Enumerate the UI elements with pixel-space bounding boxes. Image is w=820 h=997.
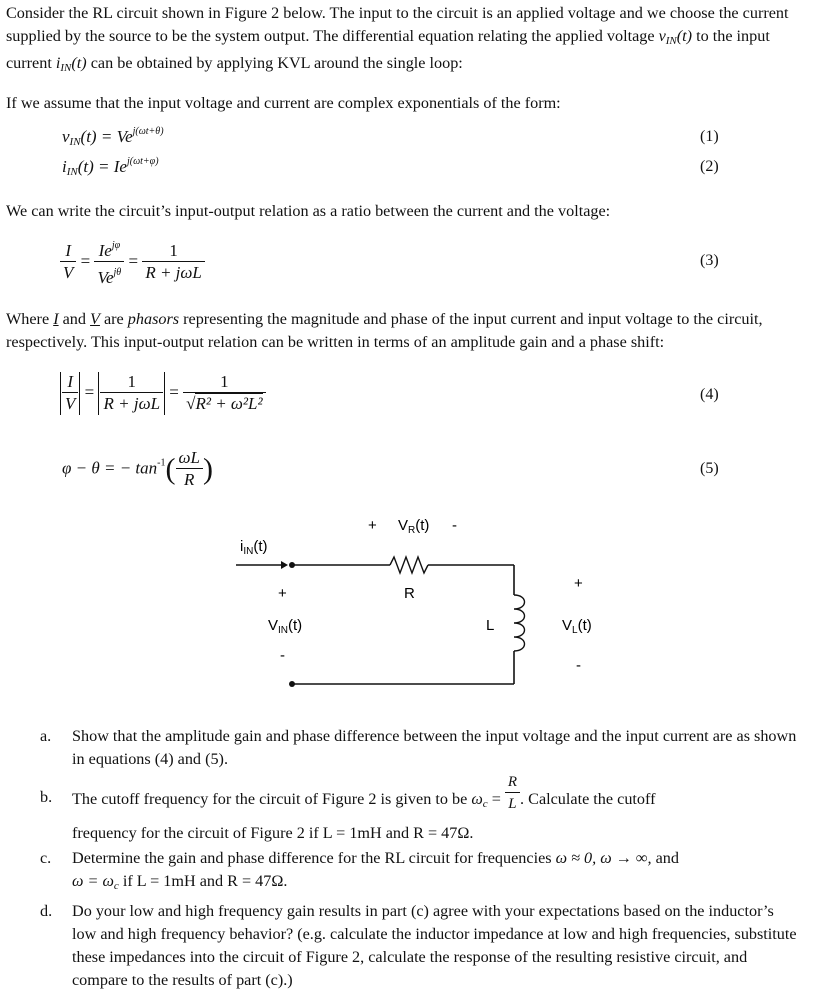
equation-1	[62, 126, 164, 148]
eq3-n3: 1	[142, 241, 205, 262]
var-vin-sub: IN	[665, 34, 677, 47]
equation-2-number: (2)	[700, 158, 719, 175]
eq5-exp: -1	[157, 457, 166, 469]
question-c-text-a: Determine the gain and phase difference for the RL circuit for frequencies	[72, 849, 552, 867]
question-b-frac-n: R	[505, 772, 520, 793]
vl-label	[562, 617, 592, 636]
p4-phasor-i: I	[53, 310, 59, 328]
question-a-text: Show that the amplitude gain and phase difference between the input voltage and the input current are as shown in equations (4) and (5).	[72, 727, 797, 768]
p4-phasor-v: V	[90, 310, 100, 328]
eq1-sub: IN	[69, 136, 81, 148]
question-b-label: b.	[40, 788, 53, 806]
var-iin: i	[55, 54, 61, 72]
iin-label-sub: IN	[243, 546, 254, 557]
p4-where: Where	[6, 310, 50, 328]
vin-minus: -	[280, 647, 285, 664]
eq1-mid: (t) = Ve	[80, 127, 133, 146]
equation-2	[62, 156, 159, 178]
question-c	[40, 847, 800, 897]
eq1-exp: j(ωt+θ)	[132, 126, 164, 137]
eq3-d2: Ve	[97, 268, 114, 287]
vin-label-main: V	[268, 617, 279, 634]
eq3-d1: V	[63, 263, 74, 282]
question-b-frac-d: L	[508, 796, 517, 812]
vl-label-main: V	[562, 617, 573, 634]
eq4-d1: V	[65, 394, 76, 413]
eq2-exp: j(ωt+φ)	[126, 156, 159, 167]
vr-label	[398, 517, 429, 536]
question-c-text-c: if L = 1mH and R = 47Ω.	[122, 872, 288, 890]
eq3-d2e: jθ	[113, 267, 122, 278]
ratio-paragraph: We can write the circuit’s input-output relation as a ratio between the current and the voltage:	[6, 202, 611, 220]
intro-text-2: to the input current	[6, 26, 770, 72]
eq4-n2: 1	[100, 372, 163, 393]
iin-label-main: i	[240, 538, 244, 555]
vin-plus: +	[278, 585, 287, 602]
vin-label-arg: (t)	[288, 617, 303, 634]
intro-paragraph	[6, 2, 814, 80]
equation-5-number: (5)	[700, 460, 719, 477]
question-d-label: d.	[40, 902, 53, 920]
inductor-symbol	[514, 595, 525, 651]
eq1-lhs: v	[62, 127, 70, 146]
resistor-symbol	[390, 557, 428, 573]
eq3-n2: Ie	[98, 241, 112, 260]
vr-label-arg: (t)	[415, 517, 430, 534]
equation-1-number: (1)	[700, 128, 719, 145]
input-terminal-top	[289, 562, 295, 568]
eq2-mid: (t) = Ie	[77, 157, 127, 176]
question-b-omega-sub: c	[482, 798, 488, 811]
vl-minus: -	[576, 657, 581, 674]
question-b-text-b: . Calculate the cutoff	[520, 790, 656, 809]
question-c-cond2: ω = ω	[72, 872, 114, 890]
question-a	[40, 725, 800, 775]
p4-rest: representing the magnitude and phase of the input current and input voltage to the circuit, respectively. This input-output relation can be written in terms of an amplitude gain and a phase shift:	[6, 310, 763, 351]
current-arrow-head	[281, 561, 288, 569]
assumption-paragraph: If we assume that the input voltage and current are complex exponentials of the form:	[6, 94, 561, 112]
var-iin-sub: IN	[60, 62, 72, 74]
eq2-sub: IN	[66, 166, 78, 178]
equation-4-number: (4)	[700, 386, 719, 403]
vin-label	[268, 617, 302, 636]
eq5-n: ωL	[176, 448, 203, 469]
question-c-cond2-sub: c	[113, 880, 119, 892]
eq4-d3: R² + ω²L²	[195, 394, 263, 413]
question-b-text-a: The cutoff frequency for the circuit of Figure 2 is given to be	[72, 790, 468, 809]
p4-are: are	[103, 310, 124, 328]
var-iin-arg: (t)	[71, 54, 87, 72]
question-d	[40, 900, 800, 995]
vr-label-sub: R	[408, 525, 416, 536]
eq5-d: R	[184, 470, 195, 489]
input-terminal-bottom	[289, 681, 295, 687]
equation-3-number: (3)	[700, 252, 719, 269]
vl-plus: +	[574, 575, 583, 592]
p4-phasors: phasors	[127, 310, 180, 328]
rl-circuit-diagram	[0, 510, 820, 710]
resistor-label: R	[404, 585, 415, 602]
question-d-text: Do your low and high frequency gain results in part (c) agree with your expectations based on the inductor’s low and high frequency behavior? (e.g. calculate the inductor impedance at low and high frequencies, substitute these impedances into the circuit of Figure 2, calculate the response of the resulting resistive circuit, and compare to the results of part (c).)	[72, 902, 797, 989]
question-c-cond: ω ≈ 0, ω → ∞,	[555, 849, 652, 867]
equation-4: $\frac{I}{V}$ = $\frac{1}{\text{R + jωL}}$ = $\frac{1}{\text{√R² + ω²L²}}$	[60, 372, 266, 415]
iin-label-arg: (t)	[253, 538, 268, 555]
vl-label-sub: L	[572, 625, 578, 636]
vl-label-arg: (t)	[577, 617, 592, 634]
intro-text-3: can be obtained by applying KVL around the single loop:	[90, 54, 463, 72]
eq3-d3: R + jωL	[145, 263, 202, 282]
eq3-n2e: jφ	[111, 240, 121, 251]
var-vin: v	[658, 26, 666, 45]
equation-3: $\frac{I}{V}$ = $\frac{Ie^{j\varphi}}{Ve^{j\theta}}$ = $\frac{1}{\text{R + jωL}}$	[60, 236, 205, 289]
eq4-n3: 1	[183, 372, 265, 393]
var-vin-arg: (t)	[676, 26, 693, 45]
question-b-omega: ω	[471, 790, 483, 809]
question-c-label: c.	[40, 849, 52, 867]
vr-minus: -	[452, 517, 457, 534]
eq4-d2: R + jωL	[103, 394, 161, 413]
inductor-label: L	[486, 617, 495, 634]
phasor-paragraph	[6, 308, 814, 353]
question-c-text-b: and	[655, 849, 679, 867]
vr-plus: +	[368, 517, 377, 534]
intro-text-1: Consider the RL circuit shown in Figure 2 below. The input to the circuit is an applied voltage and we choose the current supplied by the source to be the system output. The differential equation relating the applied voltage	[6, 4, 789, 45]
vin-label-sub: IN	[278, 625, 289, 636]
question-a-label: a.	[40, 727, 52, 745]
eq5-lhs: φ − θ = − tan	[62, 458, 158, 478]
question-b-text-c: frequency for the circuit of Figure 2 if L = 1mH and R = 47Ω.	[72, 824, 474, 842]
question-b	[40, 772, 800, 842]
eq2-lhs: i	[62, 157, 67, 176]
p4-and: and	[62, 310, 86, 328]
question-b-eq: =	[491, 790, 501, 809]
iin-label	[240, 538, 268, 557]
equation-5: φ − θ = − $\tan^{-1}$( $\frac{\omega L}{R}$ )	[62, 448, 213, 489]
eq4-n1: I	[62, 372, 78, 393]
vr-label-main: V	[398, 517, 409, 534]
eq3-n1: I	[60, 241, 76, 262]
